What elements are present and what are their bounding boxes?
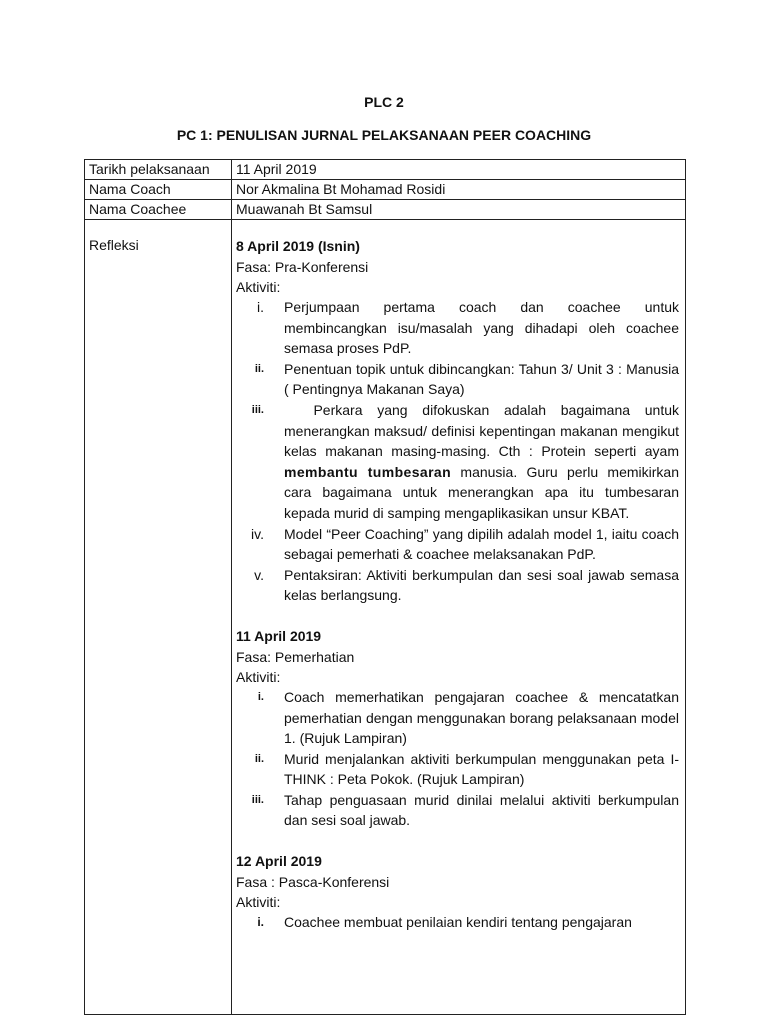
- day-aktiviti: Aktiviti:: [236, 894, 281, 911]
- list-text: manusia. Guru perlu memikirkan cara bagaimana untuk menerangkan apa itu tumbesaran kepada murid di samping mengaplikasikan unsur KBAT.: [284, 463, 680, 521]
- day-fasa: Fasa : Pasca-Konferensi: [236, 874, 390, 891]
- refleksi-day: [236, 851, 681, 933]
- info-row-coach: [85, 180, 686, 200]
- page-title: PLC 2: [364, 94, 404, 110]
- list-item: [236, 524, 681, 565]
- refleksi-day: [236, 236, 681, 606]
- list-number: v.: [254, 566, 264, 583]
- day-aktiviti: Aktiviti:: [236, 279, 281, 295]
- list-text: Penentuan topik untuk dibincangkan: Tahun 3/ Unit 3 : Manusia ( Pentingnya Makanan Saya): [284, 360, 679, 398]
- refleksi-content: [232, 220, 686, 1015]
- list-number: i.: [257, 915, 264, 930]
- list-number: i.: [257, 690, 264, 703]
- list-number: iv.: [251, 525, 264, 542]
- activity-list: [236, 912, 681, 933]
- emphasis-text: membantu tumbesaran: [284, 463, 452, 480]
- list-item: [236, 790, 681, 831]
- activity-list: [236, 687, 681, 831]
- list-number: i.: [257, 299, 264, 315]
- list-text: Murid menjalankan aktiviti berkumpulan menggunakan peta I-THINK : Peta Pokok. (Rujuk Lampiran): [284, 750, 679, 788]
- list-item: [236, 687, 681, 749]
- day-fasa: Fasa: Pemerhatian: [236, 648, 355, 665]
- list-item: [236, 565, 681, 606]
- info-label: Nama Coach: [85, 180, 232, 200]
- list-item: [236, 749, 681, 790]
- day-date: 12 April 2019: [236, 853, 322, 870]
- info-row-coachee: [85, 200, 686, 220]
- info-value: 11 April 2019: [232, 160, 686, 180]
- day-aktiviti: Aktiviti:: [236, 668, 281, 685]
- list-item: [236, 359, 681, 400]
- day-date: 11 April 2019: [236, 627, 322, 644]
- refleksi-row: [85, 220, 686, 1015]
- list-text: Perjumpaan pertama coach dan coachee untuk membincangkan isu/masalah yang dihadapi oleh coachee semasa proses PdP.: [284, 299, 679, 357]
- list-text: Coach memerhatikan pengajaran coachee & mencatatkan pemerhatian dengan menggunakan borang pelaksanaan model 1. (Rujuk Lampiran): [284, 688, 679, 747]
- day-fasa: Fasa: Pra-Konferensi: [236, 259, 369, 275]
- list-text: Pentaksiran: Aktiviti berkumpulan dan sesi soal jawab semasa kelas berlangsung.: [284, 566, 679, 604]
- day-date: 8 April 2019 (Isnin): [236, 238, 360, 254]
- refleksi-day: [236, 626, 681, 831]
- list-number: iii.: [251, 403, 264, 416]
- list-number: iii.: [251, 793, 264, 806]
- info-row-tarikh: [85, 160, 686, 180]
- page-subtitle: PC 1: PENULISAN JURNAL PELAKSANAAN PEER COACHING: [176, 127, 592, 143]
- info-value: Nor Akmalina Bt Mohamad Rosidi: [232, 180, 686, 200]
- info-label: Nama Coachee: [85, 200, 232, 220]
- list-text: Tahap penguasaan murid dinilai melalui aktiviti berkumpulan dan sesi soal jawab.: [284, 791, 679, 829]
- info-label: Tarikh pelaksanaan: [85, 160, 232, 180]
- list-text: Coachee membuat penilaian kendiri tentang pengajaran: [284, 914, 632, 931]
- list-text: Model “Peer Coaching” yang dipilih adalah model 1, iaitu coach sebagai pemerhati & coachee melaksanakan PdP.: [284, 525, 679, 563]
- list-item: [236, 912, 681, 933]
- list-item: [236, 400, 681, 524]
- info-value: Muawanah Bt Samsul: [232, 200, 686, 220]
- list-number: ii.: [254, 362, 264, 375]
- list-item: [236, 297, 681, 359]
- journal-table: [84, 159, 686, 1015]
- refleksi-label: Refleksi: [85, 220, 232, 1015]
- list-text: Perkara yang difokuskan adalah bagaimana untuk menerangkan maksud/ definisi kepentingan makanan mengikut kelas makanan masing-masing. Cth : Protein seperti ayam: [284, 401, 683, 460]
- list-number: ii.: [254, 752, 264, 765]
- activity-list: [236, 297, 681, 606]
